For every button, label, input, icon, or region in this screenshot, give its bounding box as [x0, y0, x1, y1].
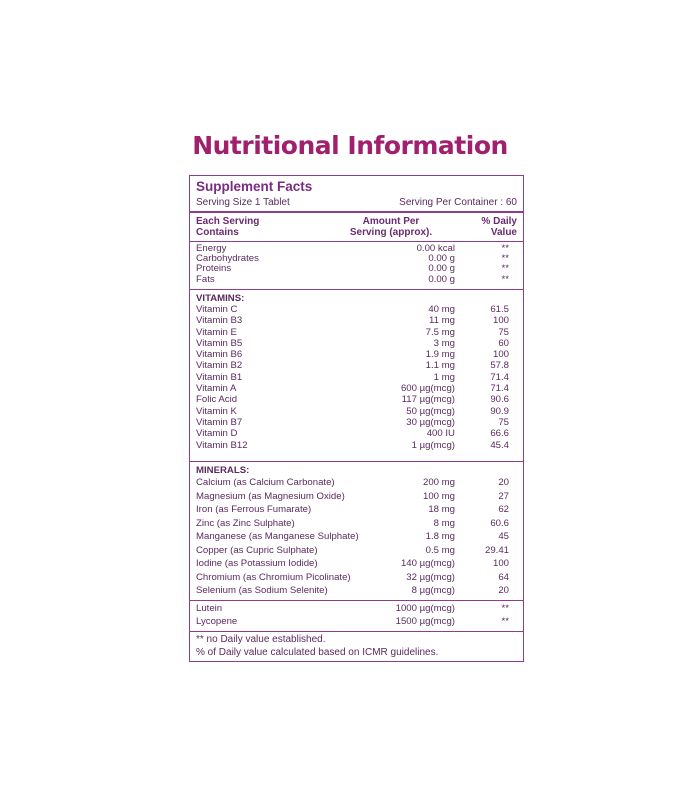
nutrient-daily-value: 60.6 — [490, 517, 509, 529]
nutrient-daily-value: 45.4 — [490, 439, 509, 451]
vitamins-section — [196, 293, 517, 451]
nutrient-name: Iodine (as Potassium Iodide) — [196, 558, 318, 569]
nutrient-amount: 117 µg(mcg) — [401, 394, 455, 406]
nutrient-daily-value: 100 — [492, 349, 509, 361]
serving-size: Serving Size 1 Tablet — [196, 197, 290, 208]
mineral-row — [196, 476, 517, 490]
nutrient-name: Vitamin B3 — [196, 315, 243, 327]
vitamin-row — [196, 360, 517, 371]
nutrient-name: Vitamin B1 — [196, 371, 243, 383]
nutrient-name: Vitamin E — [196, 326, 237, 338]
supplement-facts-heading: Supplement Facts — [196, 179, 313, 194]
other-row — [196, 602, 517, 615]
nutrient-name: Proteins — [196, 263, 232, 275]
nutrient-amount: 1 µg(mcg) — [411, 439, 455, 451]
nutrient-name: Fats — [196, 273, 215, 285]
nutrient-amount: 8 mg — [433, 517, 455, 529]
nutrient-amount: 0.00 kcal — [416, 243, 455, 254]
nutrient-amount: 140 µg(mcg) — [400, 558, 455, 569]
nutrient-amount: 0.00 g — [428, 273, 455, 285]
col-contains-header: Each Serving Contains — [196, 216, 260, 238]
nutrient-daily-value: 64 — [498, 571, 509, 583]
vitamin-row — [196, 315, 517, 326]
vitamin-row — [196, 304, 517, 315]
divider — [190, 631, 523, 632]
nutrient-daily-value: 90.9 — [490, 405, 509, 417]
nutrient-name: Copper (as Cupric Sulphate) — [196, 544, 318, 556]
minerals-section — [196, 465, 517, 598]
nutrient-daily-value: ** — [501, 603, 509, 614]
col-dv-header: % Daily Value — [481, 216, 517, 238]
basics-section — [196, 244, 517, 285]
divider — [190, 211, 523, 213]
nutrient-amount: 50 µg(mcg) — [406, 405, 455, 417]
nutrient-amount: 1000 µg(mcg) — [395, 603, 455, 614]
nutrient-name: Vitamin B5 — [196, 337, 243, 349]
nutrient-daily-value: 29.41 — [484, 544, 509, 556]
nutrient-amount: 8 µg(mcg) — [411, 585, 455, 596]
mineral-row — [196, 571, 517, 585]
nutrient-daily-value: 45 — [498, 531, 509, 542]
nutrient-name: Vitamin A — [196, 383, 237, 395]
divider — [190, 600, 523, 601]
other-row — [196, 615, 517, 628]
mineral-row — [196, 503, 517, 517]
vitamins-label: VITAMINS: — [196, 293, 245, 304]
mineral-row — [196, 584, 517, 598]
nutrient-amount: 1.9 mg — [425, 349, 455, 361]
page-title: Nutritional Information — [192, 131, 508, 160]
nutrient-amount: 1.1 mg — [425, 360, 455, 372]
nutrient-name: Vitamin B6 — [196, 349, 243, 361]
others-section — [196, 602, 517, 628]
divider — [190, 241, 523, 242]
nutrient-daily-value: 27 — [498, 490, 509, 502]
nutrient-daily-value: ** — [501, 616, 509, 627]
nutrient-amount: 0.00 g — [428, 263, 455, 275]
nutrient-daily-value: ** — [501, 273, 509, 285]
nutrient-daily-value: ** — [501, 263, 509, 275]
supplement-facts-panel — [189, 175, 524, 662]
minerals-label: MINERALS: — [196, 465, 250, 476]
divider — [190, 289, 523, 290]
nutrient-daily-value: 100 — [492, 315, 509, 327]
nutrient-amount: 1 mg — [433, 371, 455, 383]
vitamin-row — [196, 417, 517, 428]
nutrient-daily-value: 61.5 — [490, 304, 509, 315]
nutrient-name: Vitamin K — [196, 405, 237, 417]
nutrient-daily-value: ** — [501, 243, 509, 254]
vitamin-row — [196, 372, 517, 383]
nutrient-amount: 100 mg — [423, 490, 455, 502]
nutrient-name: Energy — [196, 243, 227, 254]
nutrient-name: Iron (as Ferrous Fumarate) — [196, 504, 312, 515]
nutrient-name: Vitamin D — [196, 428, 238, 440]
vitamin-row — [196, 428, 517, 439]
nutrient-amount: 1500 µg(mcg) — [395, 616, 455, 627]
nutrient-daily-value: ** — [501, 253, 509, 265]
column-headers — [196, 216, 517, 242]
nutrient-name: Magnesium (as Magnesium Oxide) — [196, 490, 345, 502]
nutrient-name: Lutein — [196, 603, 223, 614]
nutrient-daily-value: 75 — [498, 416, 509, 428]
basic-row — [196, 275, 517, 285]
nutrient-amount: 30 µg(mcg) — [406, 416, 455, 428]
basic-row — [196, 264, 517, 274]
nutrient-daily-value: 71.4 — [490, 371, 509, 383]
vitamin-row — [196, 338, 517, 349]
nutrient-amount: 200 mg — [423, 477, 455, 488]
nutrient-daily-value: 71.4 — [490, 383, 509, 395]
nutrient-name: Manganese (as Manganese Sulphate) — [196, 531, 359, 542]
nutrient-name: Zinc (as Zinc Sulphate) — [196, 517, 295, 529]
vitamin-row — [196, 394, 517, 405]
vitamin-row — [196, 327, 517, 338]
footnotes — [196, 634, 517, 659]
nutrient-name: Chromium (as Chromium Picolinate) — [196, 571, 351, 583]
mineral-row — [196, 530, 517, 544]
nutrient-amount: 7.5 mg — [425, 326, 455, 338]
nutrient-amount: 0.5 mg — [425, 544, 455, 556]
nutrient-name: Selenium (as Sodium Selenite) — [196, 585, 328, 596]
footnote-icmr: % of Daily value calculated based on ICMR guidelines. — [196, 646, 439, 658]
nutrient-name: Vitamin C — [196, 304, 238, 315]
nutrient-daily-value: 100 — [492, 558, 509, 569]
nutrient-name: Vitamin B7 — [196, 416, 243, 428]
col-amount-header: Amount Per Serving (approx). — [349, 216, 433, 238]
mineral-row — [196, 544, 517, 558]
nutrient-amount: 40 mg — [428, 304, 455, 315]
nutrient-daily-value: 57.8 — [490, 360, 509, 372]
nutrient-name: Lycopene — [196, 616, 238, 627]
nutrient-daily-value: 60 — [498, 337, 509, 349]
nutrient-name: Vitamin B12 — [196, 439, 248, 451]
mineral-row — [196, 517, 517, 531]
nutrient-daily-value: 20 — [498, 585, 509, 596]
nutrient-amount: 32 µg(mcg) — [406, 571, 455, 583]
nutrient-amount: 18 mg — [428, 504, 455, 515]
nutrient-amount: 0.00 g — [428, 253, 455, 265]
nutrient-amount: 1.8 mg — [425, 531, 455, 542]
vitamin-row — [196, 440, 517, 451]
nutrient-name: Carbohydrates — [196, 253, 259, 265]
divider — [190, 461, 523, 462]
nutrient-daily-value: 20 — [498, 477, 509, 488]
vitamin-row — [196, 349, 517, 360]
nutrient-daily-value: 75 — [498, 326, 509, 338]
mineral-row — [196, 490, 517, 504]
mineral-row — [196, 557, 517, 571]
nutrient-daily-value: 90.6 — [490, 394, 509, 406]
vitamin-row — [196, 383, 517, 394]
nutrient-amount: 600 µg(mcg) — [400, 383, 455, 395]
nutrient-amount: 3 mg — [433, 337, 455, 349]
serving-info — [196, 197, 517, 208]
nutrient-amount: 11 mg — [429, 315, 455, 327]
nutrient-name: Vitamin B2 — [196, 360, 243, 372]
servings-per-container: Serving Per Container : 60 — [399, 197, 517, 208]
nutrient-name: Folic Acid — [196, 394, 238, 406]
basic-row — [196, 254, 517, 264]
nutrient-amount: 400 IU — [426, 428, 455, 440]
nutrient-daily-value: 62 — [498, 504, 509, 515]
vitamin-row — [196, 406, 517, 417]
nutrient-daily-value: 66.6 — [490, 428, 509, 440]
footnote-no-dv: ** no Daily value established. — [196, 634, 326, 645]
nutrient-name: Calcium (as Calcium Carbonate) — [196, 477, 335, 488]
